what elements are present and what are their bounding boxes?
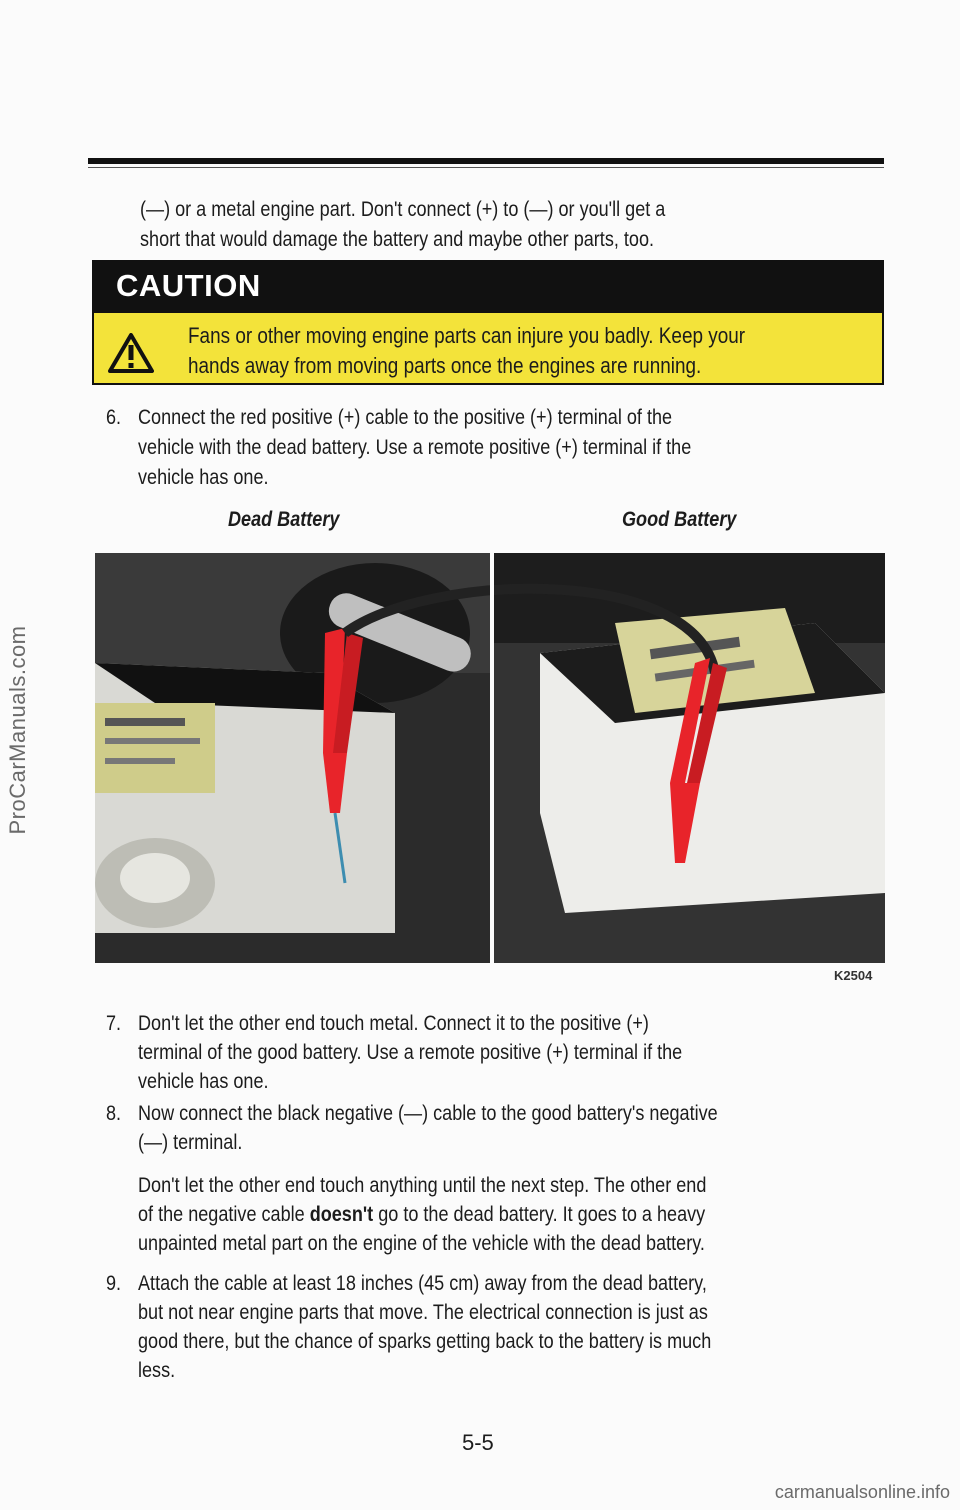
step-6-line-2: vehicle with the dead battery. Use a remote positive (+) terminal if the <box>138 436 692 459</box>
step-number: 9. <box>106 1272 122 1295</box>
step-7-line-3: vehicle has one. <box>138 1070 269 1093</box>
step-number: 7. <box>106 1012 122 1035</box>
figure-code: K2504 <box>834 968 873 983</box>
step-7-line-1: Don't let the other end touch metal. Connect it to the positive (+) <box>138 1012 649 1035</box>
note-line-2: of the negative cable doesn't go to the dead battery. It goes to a heavy <box>138 1203 706 1226</box>
note-line-1: Don't let the other end touch anything until the next step. The other end <box>138 1174 707 1197</box>
caution-body <box>92 313 884 385</box>
caution-text <box>188 321 876 381</box>
step-9-line-3: good there, but the chance of sparks getting back to the battery is much <box>138 1330 712 1353</box>
intro-line-1: (—) or a metal engine part. Don't connect (+) to (—) or you'll get a <box>140 198 666 221</box>
step-6-line-3: vehicle has one. <box>138 466 269 489</box>
caution-line-2: hands away from moving parts once the engines are running. <box>188 353 702 378</box>
footer-watermark: carmanualsonline.info <box>774 1482 950 1502</box>
note-line-3: unpainted metal part on the engine of the vehicle with the dead battery. <box>138 1232 705 1255</box>
top-rule <box>88 158 884 164</box>
intro-line-2: short that would damage the battery and maybe other parts, too. <box>140 228 655 251</box>
label-good-battery: Good Battery <box>622 508 737 531</box>
emphasis-doesnt: doesn't <box>309 1203 374 1226</box>
side-watermark: ProCarManuals.com <box>5 625 30 835</box>
step-8-line-2: (—) terminal. <box>138 1131 243 1154</box>
step-9-line-1: Attach the cable at least 18 inches (45 cm) away from the dead battery, <box>138 1272 707 1295</box>
step-number: 8. <box>106 1102 122 1125</box>
label-dead-battery: Dead Battery <box>228 508 340 531</box>
step-6-line-1: Connect the red positive (+) cable to the positive (+) terminal of the <box>138 406 673 429</box>
step-8-line-1: Now connect the black negative (—) cable to the good battery's negative <box>138 1102 718 1125</box>
jump-start-photo <box>95 553 885 963</box>
step-9-line-4: less. <box>138 1359 176 1382</box>
page-number: 5-5 <box>462 1430 494 1455</box>
caution-header <box>92 260 884 313</box>
caution-title: CAUTION <box>116 268 261 303</box>
jump-start-illustration <box>95 553 885 963</box>
caution-line-1: Fans or other moving engine parts can injure you badly. Keep your <box>188 323 746 348</box>
step-7-line-2: terminal of the good battery. Use a remote positive (+) terminal if the <box>138 1041 683 1064</box>
step-number: 6. <box>106 406 122 429</box>
warning-triangle-icon <box>108 333 154 373</box>
step-9-line-2: but not near engine parts that move. The electrical connection is just as <box>138 1301 708 1324</box>
caution-box <box>92 260 884 385</box>
